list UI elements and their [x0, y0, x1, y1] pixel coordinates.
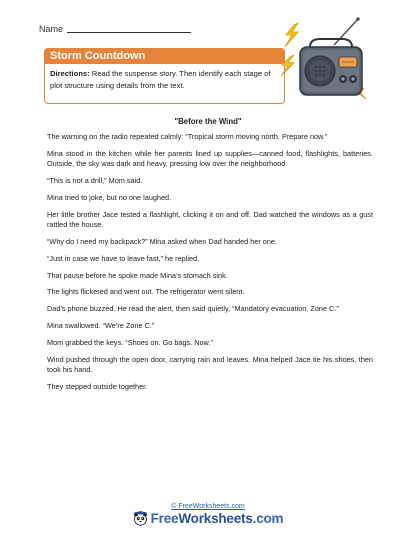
story-paragraph: “Just in case we have to leave fast,” he replied.	[47, 253, 200, 263]
directions-label: Directions:	[50, 69, 90, 78]
worksheet-title: Storm Countdown	[45, 49, 284, 64]
story-paragraph: Mina stood in the kitchen while her parents lined up supplies—canned food, flashlights, batteries. Outside, the sky was dark and heavy, pressing low over the neighborhood.	[47, 148, 373, 169]
brand-part-free: Free	[150, 511, 179, 526]
story-paragraph: Mina swallowed. “We’re Zone C.”	[47, 321, 155, 330]
directions-text: Read the suspense story. Then identify each stage of plot structure using details from the text.	[50, 69, 271, 90]
story-paragraph: Mom grabbed the keys. “Shoes on. Go bags. Now.”	[47, 337, 213, 347]
panda-logo-icon	[133, 511, 148, 526]
story-paragraph: They stepped outside together.	[47, 381, 148, 391]
name-field[interactable]	[39, 24, 191, 34]
story-paragraph: Dad’s phone buzzed. He read the alert, then said quietly, “Mandatory evacuation. Zone C.”	[47, 304, 339, 314]
copyright-link[interactable]: © FreeWorksheets.com	[171, 503, 245, 510]
title-box	[44, 48, 285, 104]
story-paragraph: Mina tried to joke, but no one laughed.	[47, 192, 172, 202]
radio-icon	[276, 13, 376, 113]
name-label: Name	[39, 24, 64, 34]
brand-name	[151, 511, 284, 526]
brand-part-com: .com	[252, 511, 284, 526]
brand-part-worksheets: Worksheets	[178, 511, 253, 526]
story-paragraph: Wind pushed through the open door, carrying rain and leaves. Mina helped Jace tie his shoes, then took his hand.	[47, 354, 373, 375]
story-paragraph: “This is not a drill,” Mom said.	[47, 176, 143, 186]
story-paragraph: That pause before he spoke made Mina’s stomach sink.	[47, 270, 228, 280]
brand-logo[interactable]	[133, 511, 284, 526]
story-title: "Before the Wind"	[174, 117, 242, 126]
story-paragraph: The warning on the radio repeated calmly: “Tropical storm moving north. Prepare now.”	[47, 132, 328, 141]
name-underline[interactable]	[67, 32, 191, 33]
story-paragraph: The lights flickered and went out. The refrigerator went silent.	[47, 287, 245, 297]
directions	[50, 68, 280, 91]
story-paragraph: Her little brother Jace tested a flashlight, clicking it on and off. Dad watched the windows as a gust rattled the house.	[47, 209, 373, 230]
story-paragraph: “Why do I need my backpack?” Mina asked when Dad handed her one.	[47, 237, 277, 247]
footer	[0, 503, 416, 531]
story-body	[47, 132, 373, 399]
